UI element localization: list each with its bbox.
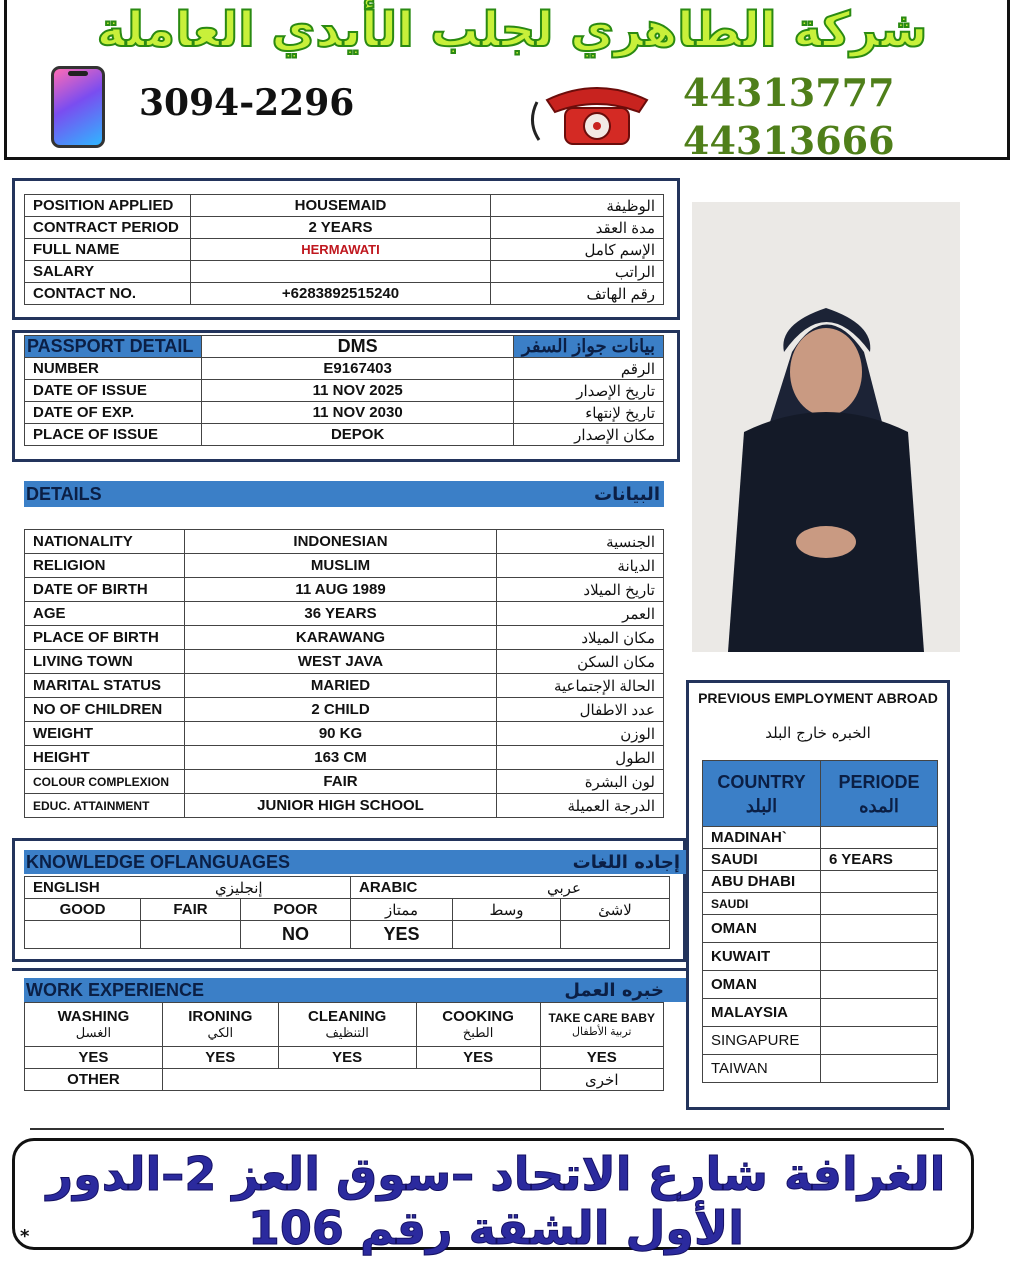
skill-value: YES [416,1047,540,1069]
field-label-ar: الجنسية [497,530,664,554]
field-value: 2 YEARS [191,217,491,239]
lang-value: YES [351,921,453,949]
mobile-number: 3094-2296 [139,82,355,124]
field-label-ar: الوظيفة [491,195,664,217]
employment-country: SAUDI [703,849,821,871]
mobile-phone-icon [51,66,105,148]
personal-row [25,283,664,305]
details-row [25,722,664,746]
personal-row [25,261,664,283]
work-header [24,978,688,1002]
skill-label: TAKE CARE BABY [548,1011,655,1025]
details-row [25,674,664,698]
lang-value [561,921,670,949]
employment-row [703,915,938,943]
details-title: DETAILS [26,484,102,504]
skill-label: CLEANING [308,1008,387,1025]
employment-country: ABU DHABI [703,871,821,893]
work-table [24,1002,664,1091]
skill-header [162,1003,278,1047]
lang-value [453,921,561,949]
skill-label-ar: الكي [207,1025,234,1040]
field-label: POSITION APPLIED [25,195,191,217]
footer-divider [30,1128,944,1130]
field-label-ar: الحالة الإجتماعية [497,674,664,698]
landline-2: 44313666 [683,118,895,163]
skill-label-ar: التنظيف [325,1025,369,1040]
passport-table [24,335,664,446]
skill-header [540,1003,663,1047]
col-period [821,761,938,827]
employment-period [821,1027,938,1055]
col-period-label-ar: المده [859,795,899,816]
field-label: MARITAL STATUS [25,674,185,698]
personal-row [25,195,664,217]
work-title: WORK EXPERIENCE [26,980,205,1000]
field-value: 2 CHILD [185,698,497,722]
field-value [191,261,491,283]
details-row [25,602,664,626]
telephone-icon [527,82,667,148]
skill-value: YES [540,1047,663,1069]
footer-mark: * [20,1226,30,1247]
employment-title: PREVIOUS EMPLOYMENT ABROAD [698,690,938,706]
employment-period [821,971,938,999]
field-label-ar: مكان السكن [497,650,664,674]
field-label: CONTACT NO. [25,283,191,305]
passport-row [25,380,664,402]
landline-1: 44313777 [683,70,895,115]
employment-country: MADINAH` [703,827,821,849]
level-excellent-ar: ممتاز [351,899,453,921]
field-label: HEIGHT [25,746,185,770]
field-label: DATE OF BIRTH [25,578,185,602]
col-country-label: COUNTRY [717,771,806,792]
details-row [25,578,664,602]
employment-row [703,893,938,915]
employment-country: KUWAIT [703,943,821,971]
applicant-photo [692,202,960,652]
letterhead [4,0,1010,163]
skill-value: YES [278,1047,416,1069]
passport-dms: DMS [202,336,514,358]
field-value: 11 NOV 2030 [202,402,514,424]
english-label: ENGLISH [33,879,100,896]
field-value: 11 NOV 2025 [202,380,514,402]
passport-title-ar: بيانات جواز السفر [513,336,663,358]
arabic-cell [351,877,670,899]
details-row [25,554,664,578]
skill-label: WASHING [57,1008,130,1025]
employment-country: MALAYSIA [703,999,821,1027]
field-value: 90 KG [185,722,497,746]
field-label: RELIGION [25,554,185,578]
field-label-ar: تاريخ الإصدار [513,380,663,402]
details-row [25,746,664,770]
field-label-ar: مكان الإصدار [513,424,663,446]
field-label: NATIONALITY [25,530,185,554]
skill-label-ar: الطبخ [462,1025,494,1040]
details-row [25,794,664,818]
field-value: FAIR [185,770,497,794]
lang-value [141,921,241,949]
col-country [703,761,821,827]
field-label-ar: الإسم كامل [491,239,664,261]
employment-period: 6 YEARS [821,849,938,871]
field-label: EDUC. ATTAINMENT [25,794,185,818]
field-value: MUSLIM [185,554,497,578]
personal-table [24,194,664,305]
employment-row [703,999,938,1027]
level-none-ar: لاشئ [561,899,670,921]
employment-row [703,1027,938,1055]
field-label: DATE OF ISSUE [25,380,202,402]
company-name: شركة الطاهري لجلب الأيدي العاملة [96,2,928,58]
field-label: AGE [25,602,185,626]
field-label-ar: الوزن [497,722,664,746]
employment-country: OMAN [703,971,821,999]
employment-row [703,849,938,871]
employment-row [703,827,938,849]
employment-period [821,943,938,971]
details-header [24,481,664,507]
employment-row [703,1055,938,1083]
employment-country: TAIWAN [703,1055,821,1083]
employment-period [821,1055,938,1083]
field-value: KARAWANG [185,626,497,650]
work-title-ar: خبره العمل [564,980,664,1001]
employment-period [821,915,938,943]
field-label-ar: الديانة [497,554,664,578]
passport-row [25,358,664,380]
level-fair: FAIR [141,899,241,921]
skill-label: COOKING [442,1008,514,1025]
address-box [12,1138,974,1255]
personal-row [25,239,664,261]
field-label: LIVING TOWN [25,650,185,674]
field-label-ar: تاريخ الميلاد [497,578,664,602]
field-label-ar: رقم الهاتف [491,283,664,305]
applicant-figure [692,202,960,652]
skill-value: YES [162,1047,278,1069]
field-label-ar: الراتب [491,261,664,283]
skill-header [278,1003,416,1047]
languages-table [24,876,670,949]
employment-country: OMAN [703,915,821,943]
other-label-ar: اخرى [540,1069,663,1091]
employment-period [821,999,938,1027]
arabic-label-ar: عربي [547,880,581,897]
skill-value: YES [25,1047,163,1069]
languages-title-ar: إجاده اللغات [572,852,680,873]
field-value: HOUSEMAID [191,195,491,217]
skill-label: IRONING [188,1008,253,1025]
other-value [162,1069,540,1091]
other-label: OTHER [25,1069,163,1091]
field-label: NO OF CHILDREN [25,698,185,722]
arabic-label: ARABIC [359,879,418,896]
details-row [25,626,664,650]
field-label-ar: الطول [497,746,664,770]
passport-row [25,424,664,446]
details-row [25,650,664,674]
employment-period [821,827,938,849]
employment-row [703,871,938,893]
field-label-ar: عدد الاطفال [497,698,664,722]
details-row [25,530,664,554]
field-value: DEPOK [202,424,514,446]
field-label-ar: لون البشرة [497,770,664,794]
field-label-ar: مكان الميلاد [497,626,664,650]
details-table [24,529,664,818]
employment-table [702,760,938,1083]
passport-title: PASSPORT DETAIL [25,336,202,358]
field-label: SALARY [25,261,191,283]
details-title-ar: البيانات [594,484,660,505]
skill-label-ar: الغسل [75,1025,112,1040]
english-label-ar: إنجليزي [215,880,263,897]
skill-header [416,1003,540,1047]
field-value: 11 AUG 1989 [185,578,497,602]
level-poor: POOR [241,899,351,921]
col-country-label-ar: البلد [745,795,778,816]
field-value: MARIED [185,674,497,698]
col-period-label: PERIODE [838,771,920,792]
personal-row [25,217,664,239]
field-label: WEIGHT [25,722,185,746]
field-label-ar: تاريخ لإنتهاء [513,402,663,424]
languages-header [24,850,688,874]
office-address: الغرافة شارع الاتحاد –سوق العز 2–الدور الأول الشقة رقم 106 [46,1147,946,1255]
field-label-ar: العمر [497,602,664,626]
field-label: PLACE OF BIRTH [25,626,185,650]
lang-value [25,921,141,949]
field-label: FULL NAME [25,239,191,261]
details-row [25,698,664,722]
field-value: HERMAWATI [191,239,491,261]
employment-row [703,943,938,971]
field-value: WEST JAVA [185,650,497,674]
lang-value: NO [241,921,351,949]
employment-period [821,893,938,915]
field-label: PLACE OF ISSUE [25,424,202,446]
employment-row [703,971,938,999]
field-value: 163 CM [185,746,497,770]
employment-title-ar: الخبره خارج البلد [765,724,871,742]
field-label: COLOUR COMPLEXION [25,770,185,794]
skill-label-ar: تربية الأطفال [572,1026,632,1038]
employment-country: SAUDI [703,893,821,915]
field-label: CONTRACT PERIOD [25,217,191,239]
field-label-ar: مدة العقد [491,217,664,239]
field-label: DATE OF EXP. [25,402,202,424]
field-value: E9167403 [202,358,514,380]
level-good: GOOD [25,899,141,921]
field-label-ar: الدرجة العميلة [497,794,664,818]
level-medium-ar: وسط [453,899,561,921]
languages-title: KNOWLEDGE OFLANGUAGES [26,852,290,872]
employment-country: SINGAPURE [703,1027,821,1055]
english-cell [25,877,351,899]
details-row [25,770,664,794]
work-divider [12,968,686,971]
field-value: JUNIOR HIGH SCHOOL [185,794,497,818]
passport-row [25,402,664,424]
field-value: INDONESIAN [185,530,497,554]
field-label: NUMBER [25,358,202,380]
skill-header [25,1003,163,1047]
field-value: +6283892515240 [191,283,491,305]
field-label-ar: الرقم [513,358,663,380]
field-value: 36 YEARS [185,602,497,626]
employment-period [821,871,938,893]
